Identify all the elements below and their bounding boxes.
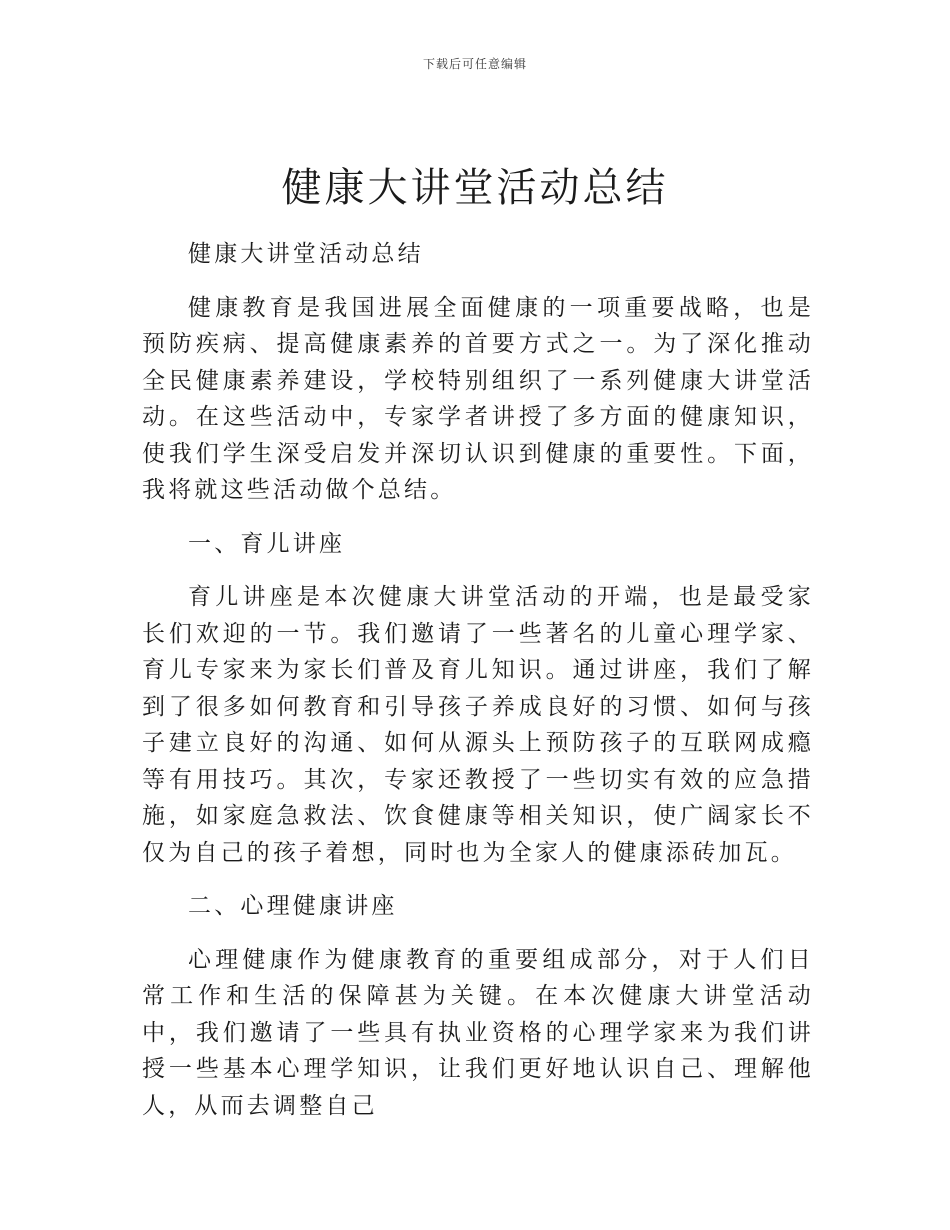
section-paragraph-parenting: 育儿讲座是本次健康大讲堂活动的开端，也是最受家长们欢迎的一节。我们邀请了一些著名的儿童心理学家、育儿专家来为家长们普及育儿知识。通过讲座，我们了解到了很多如何教育和引导孩子养成良好的习惯、如何与孩子建立良好的沟通、如何从源头上预防孩子的互联网成瘾等有用技巧。其次，专家还教授了一些切实有效的应急措施，如家庭急救法、饮食健康等相关知识，使广阔家长不仅为自己的孩子着想，同时也为全家人的健康添砖加瓦。 — [142, 584, 814, 866]
document-title: 健康大讲堂活动总结 — [281, 165, 669, 211]
section-heading-parenting: 一、育儿讲座 — [188, 530, 346, 557]
document-subtitle: 健康大讲堂活动总结 — [188, 241, 424, 267]
section-heading-mental-health: 二、心理健康讲座 — [188, 893, 398, 919]
intro-paragraph: 健康教育是我国进展全面健康的一项重要战略，也是预防疾病、提高健康素养的首要方式之一。为了深化推动全民健康素养建设，学校特别组织了一系列健康大讲堂活动。在这些活动中，专家学者讲授了多方面的健康知识，使我们学生深受启发并深切认识到健康的重要性。下面，我将就这些活动做个总结。 — [142, 294, 814, 503]
header-note: 下载后可任意编辑 — [422, 57, 527, 71]
section-paragraph-mental-health: 心理健康作为健康教育的重要组成部分，对于人们日常工作和生活的保障甚为关键。在本次健康大讲堂活动中，我们邀请了一些具有执业资格的心理学家来为我们讲授一些基本心理学知识，让我们更好地认识自己、理解他人，从而去调整自己 — [142, 946, 814, 1119]
document-body — [142, 236, 814, 1124]
